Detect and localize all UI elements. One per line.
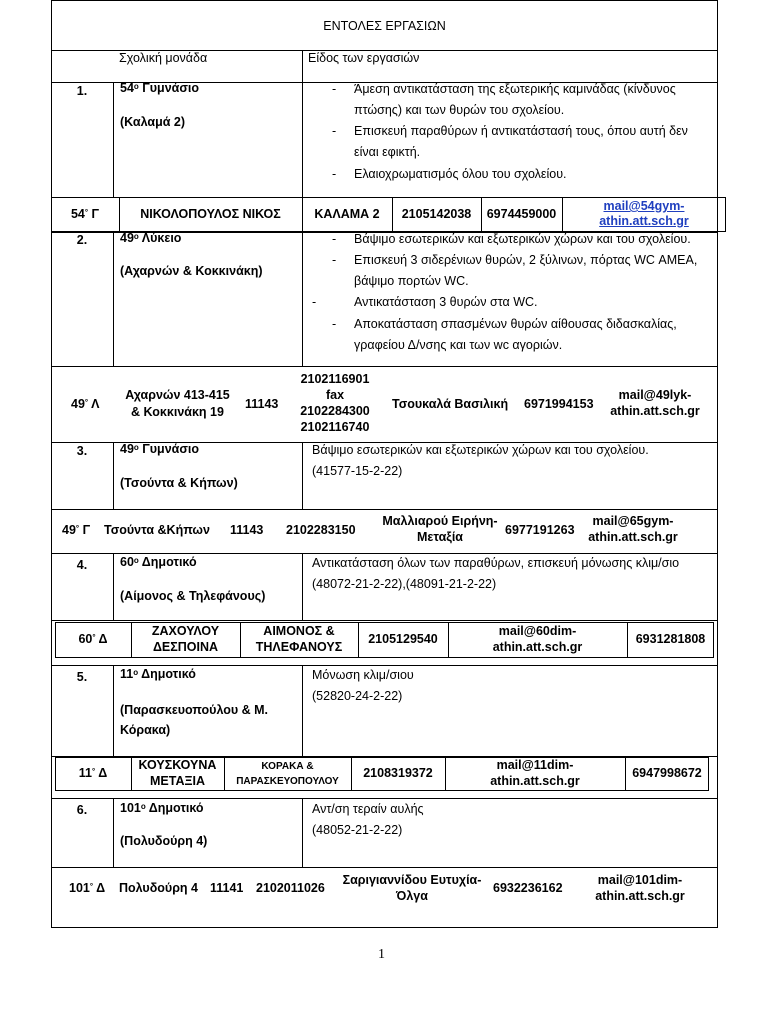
- row-number: 6.: [76, 803, 88, 817]
- email-line-2: athin.att.sch.gr: [595, 889, 685, 903]
- column-header-works: Είδος των εργασιών: [308, 51, 420, 65]
- email-line-2: athin.att.sch.gr: [490, 774, 580, 788]
- email-line-1: mail@49lyk-: [618, 388, 692, 402]
- address: ΚΑΛΑΜΑ 2: [314, 207, 380, 221]
- mobile: 6931281808: [635, 632, 706, 646]
- school-area: (Αχαρνών & Κοκκινάκη): [120, 264, 263, 278]
- school-code: 49° Λ: [71, 397, 100, 411]
- task-reference: (41577-15-2-22): [312, 464, 403, 478]
- school-name: $101^o$ Δημοτικό: [120, 801, 204, 815]
- task-item: - Αποκατάσταση σπασμένων θυρών αίθουσας διδασκαλίας, γραφείου Δ/νσης και των wc αγοριών.: [332, 317, 677, 352]
- task-text: Μόνωση κλιμ/σιου: [312, 668, 414, 682]
- contact-name-line-2: Όλγα: [396, 889, 428, 903]
- contact-name: ΝΙΚΟΛΟΠΟΥΛΟΣ ΝΙΚΟΣ: [140, 207, 281, 221]
- address-line-2: & Κοκκινάκη 19: [131, 405, 224, 419]
- phone: 2102283150: [286, 523, 356, 537]
- mobile: 6947998672: [632, 766, 702, 780]
- address: Τσούντα &Κήπων: [104, 523, 210, 537]
- school-area: (Παρασκευοπούλου & Μ. Κόρακα): [120, 703, 269, 737]
- task-item: - Άμεση αντικατάσταση της εξωτερικής καμινάδας (κίνδυνος πτώσης) και των θυρών του σχολείου.: [332, 82, 676, 117]
- row-number: 5.: [76, 670, 88, 684]
- school-code: 11° Δ: [78, 766, 108, 780]
- page-number: 1: [378, 947, 385, 962]
- contact-name-line-1: ΖΑΧΟΥΛΟΥ: [151, 624, 220, 638]
- school-area: (Τσούντα & Κήπων): [120, 476, 238, 490]
- email-line-2: athin.att.sch.gr: [492, 640, 583, 654]
- fax-label: fax: [325, 388, 345, 402]
- row-number: 2.: [76, 233, 88, 247]
- contact-name-line-1: ΚΟΥΣΚΟΥΝΑ: [138, 758, 217, 772]
- address-line-1: ΚΟΡΑΚΑ &: [261, 761, 314, 772]
- task-text: Βάψιμο εσωτερικών και εξωτερικών χώρων και του σχολείου.: [312, 443, 649, 457]
- contact-name-line-1: Μαλλιαρού Ειρήνη-: [382, 514, 498, 528]
- email-line-1: mail@65gym-: [592, 514, 674, 528]
- task-item: - Επισκευή 3 σιδερένιων θυρών, 2 ξύλινων, πόρτας WC ΑΜΕΑ, βάψιμο πορτών WC.: [332, 253, 698, 288]
- zip-code: 11143: [245, 397, 279, 411]
- mobile: 6977191263: [505, 523, 575, 537]
- address: Πολυδούρη 4: [119, 881, 198, 895]
- contact-name-line-1: Σαριγιαννίδου Ευτυχία-: [342, 873, 482, 887]
- row-number: 4.: [76, 558, 88, 572]
- email-line-1: mail@101dim-: [597, 873, 683, 887]
- mobile: 6974459000: [486, 207, 557, 221]
- email-line-2: athin.att.sch.gr: [588, 530, 678, 544]
- school-code: 60° Δ: [78, 632, 108, 646]
- task-item: - Αντικατάσταση 3 θυρών στα WC.: [312, 295, 538, 309]
- contact-name-line-2: ΜΕΤΑΞΙΑ: [149, 774, 206, 788]
- task-text: Αντ/ση τεραίν αυλής: [312, 802, 424, 816]
- email-link-domain[interactable]: athin.att.sch.gr: [599, 214, 689, 228]
- school-name: $49^o$ Λύκειο: [120, 231, 182, 245]
- email-line-2: athin.att.sch.gr: [610, 404, 700, 418]
- task-text: Αντικατάσταση όλων των παραθύρων, επισκευή μόνωσης κλιμ/σιο: [312, 556, 680, 570]
- school-area: (Αίμονος & Τηλεφάνους): [120, 589, 266, 603]
- contact-name-line-2: Μεταξία: [417, 530, 463, 544]
- school-name: $60^o$ Δημοτικό: [120, 555, 197, 569]
- address-line-2: ΤΗΛΕΦΑΝΟΥΣ: [255, 640, 343, 654]
- school-code: 49° Γ: [62, 523, 91, 537]
- mobile: 6932236162: [493, 881, 563, 895]
- address-line-1: Αχαρνών 413-415: [125, 388, 230, 402]
- contact-name: Τσουκαλά Βασιλική: [392, 397, 509, 411]
- school-area: (Πολυδούρη 4): [120, 834, 208, 848]
- task-reference: (48072-21-2-22),(48091-21-2-22): [312, 577, 497, 591]
- school-name: $11^o$ Δημοτικό: [120, 667, 196, 681]
- phone: 2102116901: [300, 372, 370, 386]
- phone: 2102116740: [300, 420, 370, 434]
- task-reference: (48052-21-2-22): [312, 823, 403, 837]
- phone: 2105142038: [401, 207, 472, 221]
- phone: 2102011026: [256, 881, 325, 895]
- school-code: 54° Γ: [70, 207, 100, 221]
- table-title: ΕΝΤΟΛΕΣ ΕΡΓΑΣΙΩΝ: [323, 19, 446, 33]
- school-code: 101° Δ: [69, 881, 106, 895]
- school-name: $54^o$ Γυμνάσιο: [120, 81, 200, 95]
- task-item: - Ελαιοχρωματισμός όλου του σχολείου.: [332, 167, 567, 181]
- phone: 2105129540: [368, 632, 438, 646]
- column-header-school: Σχολική μονάδα: [119, 51, 208, 65]
- email-line-1: mail@60dim-: [498, 624, 577, 638]
- email-link[interactable]: mail@54gym-: [603, 199, 685, 213]
- school-name: $49^o$ Γυμνάσιο: [120, 442, 200, 456]
- contact-name-line-2: ΔΕΣΠΟΙΝΑ: [152, 640, 219, 654]
- row-number: 3.: [76, 444, 88, 458]
- phone: 2108319372: [363, 766, 433, 780]
- zip-code: 11143: [230, 523, 264, 537]
- email-line-1: mail@11dim-: [496, 758, 574, 772]
- zip-code: 11141: [210, 881, 244, 895]
- task-item: - Επισκευή παραθύρων ή αντικατάστασή τους, όπου αυτή δεν είναι εφικτή.: [332, 124, 688, 159]
- task-reference: (52820-24-2-22): [312, 689, 403, 703]
- school-area: (Καλαμά 2): [120, 115, 185, 129]
- row-number: 1.: [76, 84, 88, 98]
- address-line-2: ΠΑΡΑΣΚΕΥΟΠΟΥΛΟΥ: [236, 776, 339, 787]
- phone: 2102284300: [300, 404, 370, 418]
- mobile: 6971994153: [524, 397, 594, 411]
- task-item: - Βάψιμο εσωτερικών και εξωτερικών χώρων και του σχολείου.: [332, 232, 691, 246]
- address-line-1: ΑΙΜΟΝΟΣ &: [263, 624, 335, 638]
